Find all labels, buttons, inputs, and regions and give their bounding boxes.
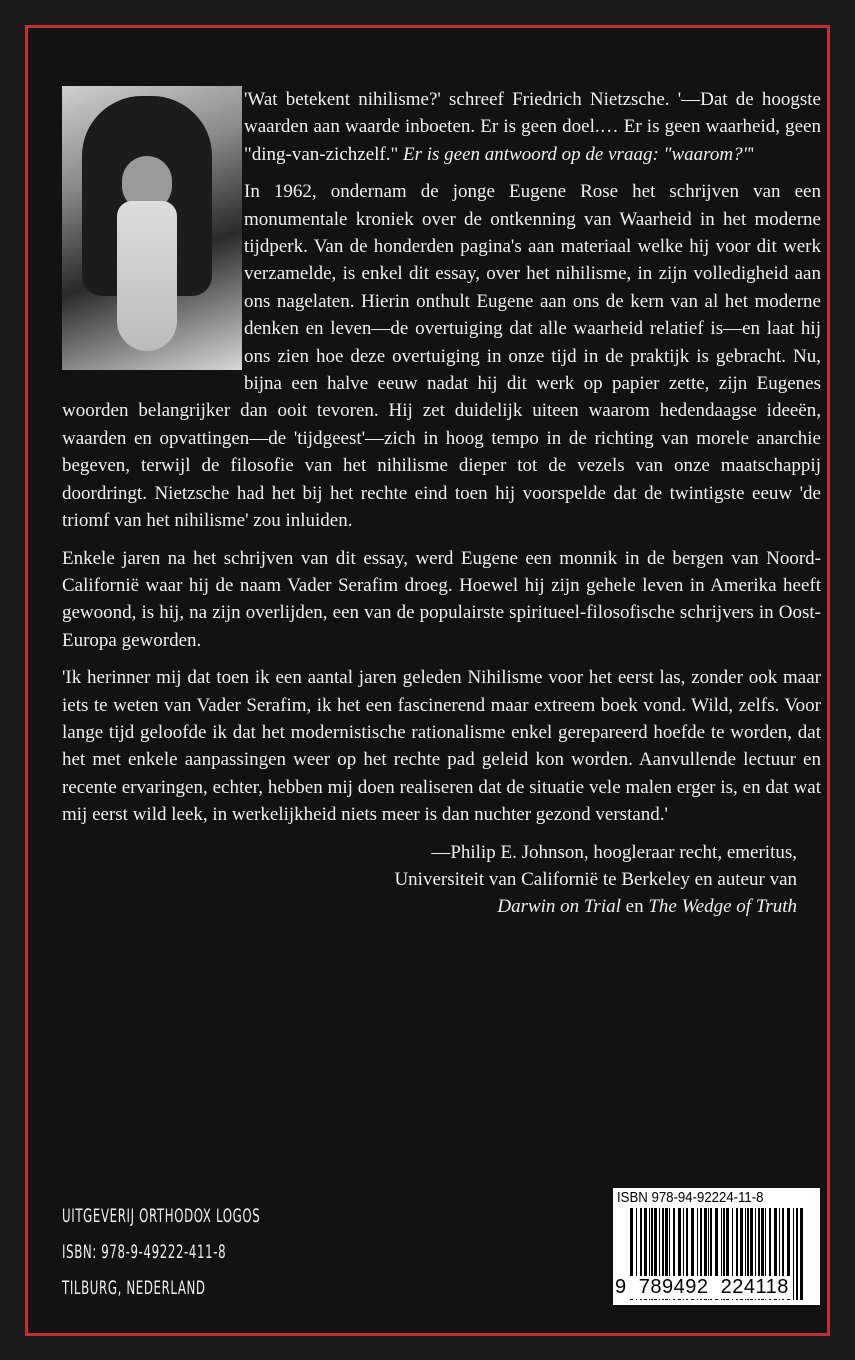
author-photo [62, 86, 242, 370]
publisher-name: UITGEVERIJ ORTHODOX LOGOS [62, 1205, 261, 1227]
publisher-place: TILBURG, NEDERLAND [62, 1277, 206, 1299]
barcode-bar [793, 1208, 794, 1300]
back-cover-text [62, 86, 821, 921]
attribution-line: Universiteit van Californië te Berkeley en auteur van [394, 868, 797, 890]
quote-text: 'Wat betekent nihilisme?' schreef Friedrich Nietzsche. '—Dat de hoogste waarden aan waarde inboeten. Er is geen doel.… Er is geen waarheid, geen "ding-van-zichzelf." [244, 89, 821, 165]
attribution-books [62, 893, 797, 920]
barcode-bar [796, 1208, 798, 1300]
barcode-bar [800, 1208, 803, 1300]
isbn-barcode [613, 1188, 820, 1305]
conjunction: en [620, 896, 649, 918]
quote-end: ' [750, 143, 754, 165]
barcode-isbn-label: ISBN 978-94-92224-11-8 [617, 1189, 764, 1206]
book-title: Darwin on Trial [497, 896, 621, 918]
biography-paragraph: Enkele jaren na het schrijven van dit essay, werd Eugene een monnik in de bergen van Noord-Californië waar hij de naam Vader Serafim droeg. Hoewel hij zijn gehele leven in Amerika heeft gewoond, is hij, na zijn overlijden, een van de populairste spiritueel-filosofische schrijvers in Oost-Europa geworden. [62, 547, 821, 651]
attribution-line: —Philip E. Johnson, hoogleraar recht, emeritus, [431, 841, 797, 863]
description-paragraph: In 1962, ondernam de jonge Eugene Rose het schrijven van een monumentale kroniek over de ontkenning van Waarheid in het moderne tijdperk. Van de honderden pagina's aan materiaal welke hij voor dit werk verzamelde, is enkel dit essay, over het nihilisme, in zijn volledigheid aan ons nagelaten. Hierin onthult Eugene aan ons de kern van al het moderne denken en leven—de overtuiging dat alle waarheid relatief is—en laat hij ons zien hoe deze overtuiging in onze tijd in de praktijk is gebracht. Nu, bijna een halve eeuw nadat hij dit werk op papier zette, zijn Eugenes woorden belangrijker dan ooit tevoren. Hij zet duidelijk uiteen waarom hedendaagse ideeën, waarden en opvattingen—de 'tijdgeest'—zich in hoog tempo in de richting van morele anarchie begeven, terwijl de filosofie van het nihilisme dieper tot de vezels van onze maatschappij doordringt. Nietzsche had het bij het rechte eind toen hij voorspelde dat de twintigste eeuw 'de triomf van het nihilisme' zou inluiden. [62, 181, 821, 532]
book-title: The Wedge of Truth [648, 896, 797, 918]
publisher-info [62, 1198, 260, 1306]
barcode-digits: 9 789492 224118 [615, 1276, 793, 1299]
photo-beard [117, 201, 177, 351]
endorsement-quote: 'Ik herinner mij dat toen ik een aantal jaren geleden Nihilisme voor het eerst las, zonder ook maar iets te weten van Vader Serafim, ik het een fascinerend maar extreem boek vond. Wild, zelfs. Voor lange tijd geloofde ik dat het modernistische rationalisme enkel gerepareerd hoefde te worden, dat het met enkele aanpassingen weer op het rechte pad geleid kon worden. Aanvullende lectuur en recente ervaringen, echter, hebben mij doen realiseren dat de situatie vele malen erger is, en dat wat mij eerst wild leek, in werkelijkheid niets meer is dan nuchter gezond verstand.' [62, 667, 821, 826]
endorsement-attribution [62, 839, 797, 921]
publisher-isbn: ISBN: 978-9-49222-411-8 [62, 1241, 227, 1263]
quote-italic: Er is geen antwoord op de vraag: "waarom?" [403, 143, 751, 165]
